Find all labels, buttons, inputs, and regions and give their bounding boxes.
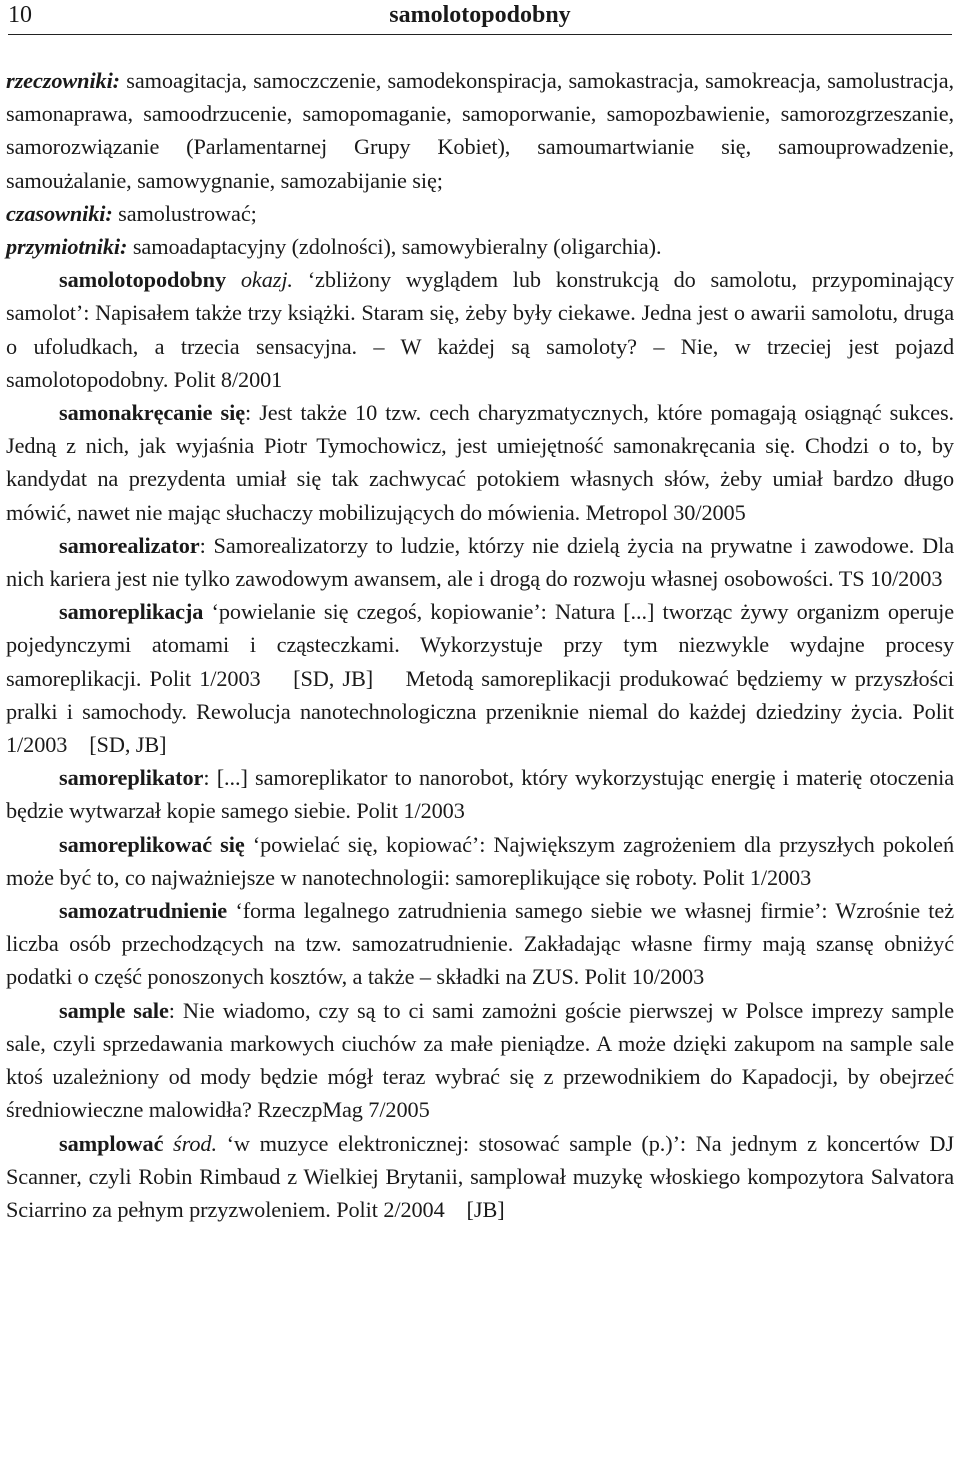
- entry-headword: samozatrudnienie: [59, 898, 228, 924]
- entry-grammar-label: okazj.: [226, 267, 293, 293]
- entry-body: ‘w muzyce elektronicznej: stosować sample (p.)’: Na jednym z koncertów DJ Scanner, czyli Robin Rimbaud z Wielkiej Brytanii, samplował muzykę włoskiego kompozytora Salvatora Sciarrino za pełnym przyzwoleniem. Polit 2/2004 [JB]: [6, 1130, 960, 1222]
- entry-headword: samoreplikować się: [59, 831, 245, 857]
- entry-body: ‘powielanie się czegoś, kopiowanie’: Natura [...] tworząc żywy organizm operuje pojedynczymi atomami i cząsteczkami. Wykorzystuje przy tym niezwykle wydajne procesy samoreplikacji. Polit 1/2003 [SD, JB] Metodą samoreplikacji produkować będziemy w przyszłości pralki i samochody. Rewolucja nanotechnologiczna przeniknie niemal do każdej dziedziny życia. Polit 1/2003 [SD, JB]: [6, 599, 960, 758]
- adjectives-list: samoadaptacyjny (zdolności), samowybieralny (oligarchia).: [127, 234, 662, 260]
- dictionary-entry: [6, 894, 960, 994]
- entry-body: : Samorealizatorzy to ludzie, którzy nie dzielą życia na prywatne i zawodowe. Dla nich kariera jest nie tylko zawodowym awansem, ale i drogą do rozwoju własnej osobowości. TS 10/2003: [6, 532, 960, 592]
- entry-body: ‘powielać się, kopiować’: Największym zagrożeniem dla przyszłych pokoleń może być to, co najważniejsze w nanotechnologii: samoreplikujące się roboty. Polit 1/2003: [6, 831, 960, 890]
- entry-headword: samorealizator: [59, 532, 200, 558]
- dictionary-entry: [6, 1127, 960, 1227]
- page-header: [8, 0, 952, 35]
- entry-body: : [...] samoreplikator to nanorobot, który wykorzystując energię i materię otoczenia będzie wytwarzał kopie samego siebie. Polit 1/2003: [6, 765, 960, 824]
- entry-headword: samoreplikator: [59, 765, 204, 791]
- dictionary-entry: [6, 994, 960, 1127]
- dictionary-entry: [6, 396, 960, 529]
- dictionary-entry: [6, 761, 960, 827]
- dictionary-entry: [6, 263, 960, 396]
- page-number: 10: [8, 2, 32, 28]
- entry-headword: samoreplikacja: [59, 599, 204, 625]
- verbs-label: czasowniki:: [6, 200, 113, 226]
- dictionary-entry: [6, 828, 960, 894]
- dictionary-entry: [6, 529, 960, 595]
- entry-body: ‘forma legalnego zatrudnienia samego siebie we własnej firmie’: Wzrośnie też liczba osób przechodzących na tzw. samozatrudnienie. Zakładając własne firmy mają szansę obniżyć podatki o część ponoszonych kosztów, a także – składki na ZUS. Polit 10/2003: [6, 898, 960, 990]
- entry-headword: sample sale: [59, 997, 169, 1023]
- adjectives-label: przymiotniki:: [6, 234, 128, 260]
- entry-headword: samolotopodobny: [59, 267, 227, 293]
- running-head: samolotopodobny: [389, 2, 571, 28]
- entry-body: : Jest także 10 tzw. cech charyzmatycznych, które pomagają osiągnąć sukces. Jedną z nich, jak wyjaśnia Piotr Tymochowicz, jest umiejętność samonakręcania się. Chodzi o to, by kandydat na prezydenta umiał się tak zachwycać potokiem własnych słów, żeby umiał bardzo długo mówić, nawet nie mając słuchaczy mobilizujących do mówienia. Metropol 30/2005: [6, 400, 960, 525]
- dictionary-content: [6, 64, 960, 1226]
- entry-body: : Nie wiadomo, czy są to ci sami zamożni goście pierwszej w Polsce imprezy sample sale, czyli sprzedawania markowych ciuchów za małe pieniądze. A może dzięki zakupom na sample sale ktoś uzależniony od mody będzie mógł teraz wybrać się z przewodnikiem do Kapadocji, by obejrzeć średniowieczne malowidła? RzeczpMag 7/2005: [6, 997, 960, 1123]
- entry-grammar-label: środ.: [163, 1130, 217, 1156]
- entry-headword: samplować: [59, 1130, 164, 1156]
- entry-headword: samonakręcanie się: [59, 400, 246, 426]
- derivatives-block: [6, 64, 954, 263]
- nouns-list: samoagitacja, samoczczenie, samodekonspiracja, samokastracja, samokreacja, samolustracja, samonaprawa, samoodrzucenie, samopomaganie, samoporwanie, samopozbawienie, samorozgrzeszanie, samorozwiązanie (Parlamentarnej Grupy Kobiet), samoumartwianie się, samouprowadzenie, samoużalanie, samowygnanie, samozabijanie się;: [6, 68, 954, 193]
- entry-body: ‘zbliżony wyglądem lub konstrukcją do samolotu, przypominający samolot’: Napisałem także trzy książki. Staram się, żeby były ciekawe. Jedna jest o awarii samolotu, druga o ufoludkach, a trzecia sensacyjna. – W każdej są samoloty? – Nie, w trzeciej jest pojazd samolotopodobny. Polit 8/2001: [6, 267, 960, 392]
- nouns-label: rzeczowniki:: [6, 68, 121, 93]
- dictionary-entry: [6, 595, 960, 761]
- verbs-list: samolustrować;: [112, 200, 257, 226]
